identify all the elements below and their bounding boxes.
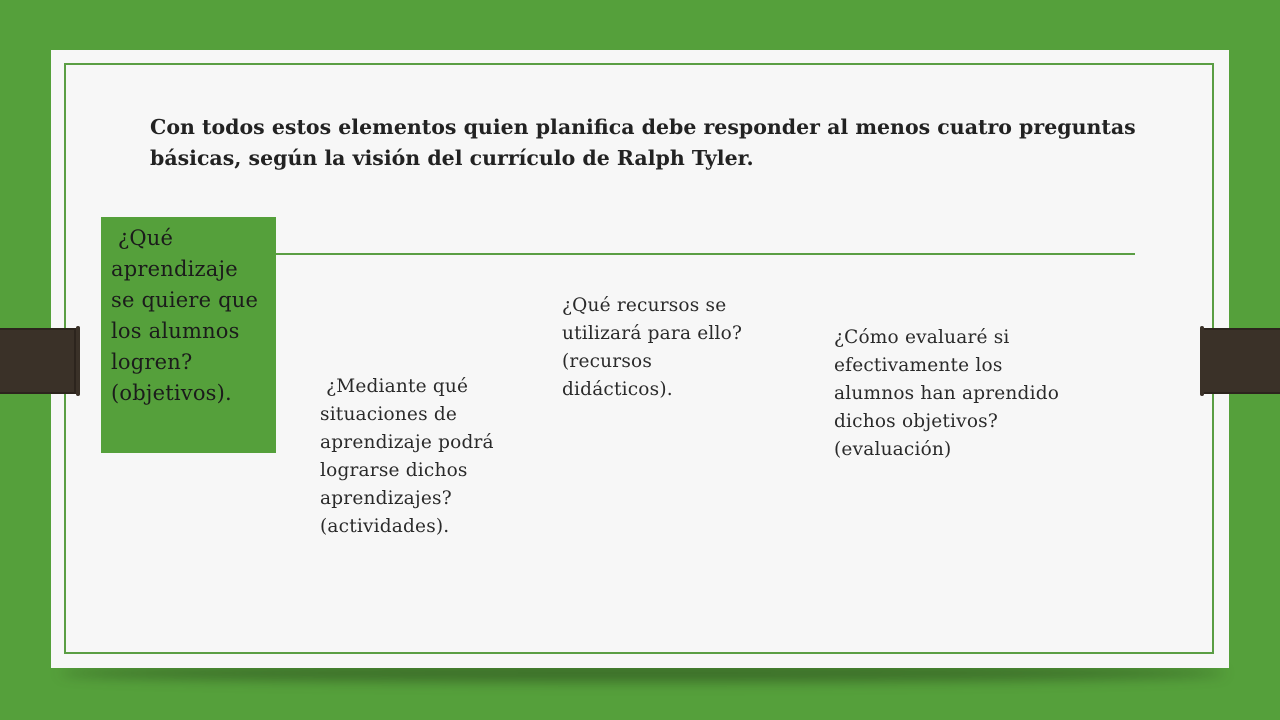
left-binder-tab: [0, 328, 76, 394]
right-tab-edge: [1200, 326, 1204, 396]
q4-line: (evaluación): [834, 439, 952, 460]
q2-line: aprendizajes?: [320, 488, 452, 509]
q1-line: (objetivos).: [111, 381, 232, 405]
right-binder-tab: [1200, 328, 1280, 394]
q1-line: logren?: [111, 350, 193, 374]
q1-line: aprendizaje: [111, 257, 238, 281]
q2-line: (actividades).: [320, 516, 450, 537]
q2-line: situaciones de: [320, 404, 458, 425]
q1-line: ¿Qué: [111, 226, 174, 250]
intro-line-2: básicas, según la visión del currículo de Ralph Tyler.: [150, 146, 754, 170]
question-evaluation: [834, 324, 1094, 464]
q3-line: ¿Qué recursos se: [562, 295, 727, 316]
q4-line: dichos objetivos?: [834, 411, 998, 432]
q3-line: didácticos).: [562, 379, 673, 400]
q4-line: efectivamente los: [834, 355, 1003, 376]
slide-intro-text: [150, 112, 1150, 174]
divider-line: [274, 253, 1135, 255]
question-objectives: [111, 223, 273, 409]
q1-line: se quiere que: [111, 288, 259, 312]
left-tab-edge: [76, 326, 80, 396]
question-resources: [562, 292, 762, 404]
q2-line: ¿Mediante qué: [320, 376, 469, 397]
q2-line: lograrse dichos: [320, 460, 468, 481]
question-activities: [320, 373, 520, 541]
q2-line: aprendizaje podrá: [320, 432, 494, 453]
q3-line: (recursos: [562, 351, 653, 372]
q1-line: los alumnos: [111, 319, 240, 343]
q4-line: alumnos han aprendido: [834, 383, 1060, 404]
q4-line: ¿Cómo evaluaré si: [834, 327, 1010, 348]
intro-line-1: Con todos estos elementos quien planifica debe responder al menos cuatro preguntas: [150, 115, 1136, 139]
q3-line: utilizará para ello?: [562, 323, 743, 344]
